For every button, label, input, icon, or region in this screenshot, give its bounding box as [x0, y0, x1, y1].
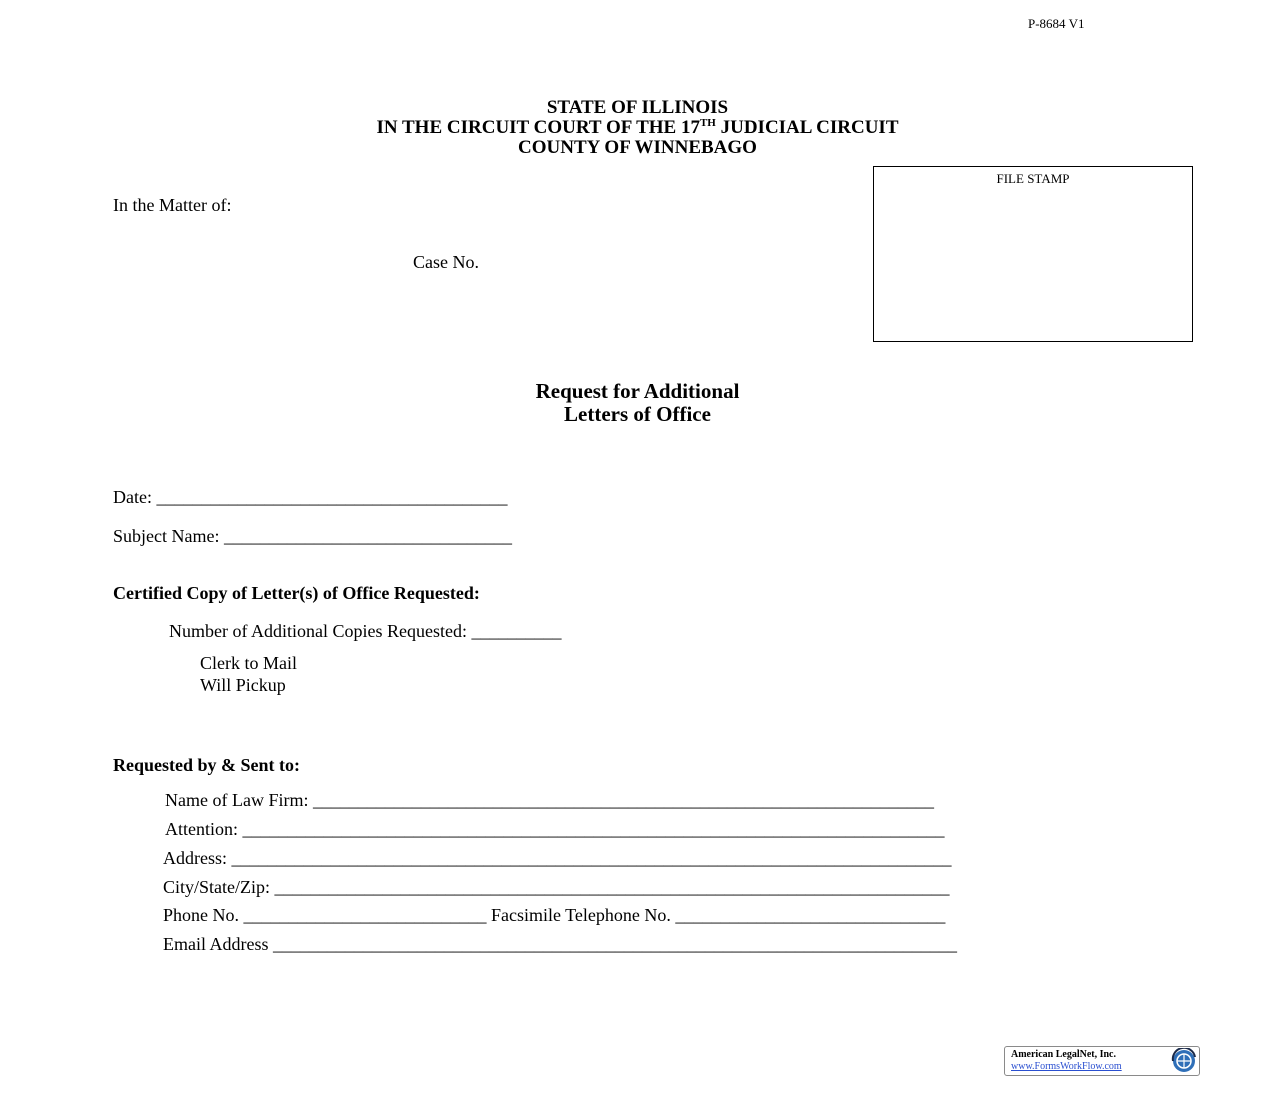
law-firm-field[interactable]: Name of Law Firm: _____________________________________________________________________: [165, 790, 934, 810]
attention-field[interactable]: Attention: ______________________________________________________________________________: [165, 819, 945, 839]
email-field[interactable]: Email Address ____________________________________________________________________________: [163, 934, 957, 954]
city-state-zip-field[interactable]: City/State/Zip: ___________________________________________________________________________: [163, 877, 950, 897]
file-stamp-box: [873, 166, 1193, 342]
header-court-sup: TH: [699, 117, 716, 129]
form-title: [0, 380, 1275, 426]
globe-icon: [1171, 1048, 1197, 1074]
logo-url-link[interactable]: www.FormsWorkFlow.com: [1011, 1061, 1122, 1072]
header-court-suffix: JUDICIAL CIRCUIT: [715, 117, 899, 138]
file-stamp-label: FILE STAMP: [996, 171, 1070, 186]
additional-copies-field[interactable]: Number of Additional Copies Requested: __________: [169, 621, 562, 641]
legalnet-logo: [1004, 1046, 1200, 1076]
logo-company: American LegalNet, Inc.: [1011, 1049, 1116, 1060]
case-no-label: Case No.: [413, 252, 479, 272]
certified-copy-heading: Certified Copy of Letter(s) of Office Requested:: [113, 583, 480, 603]
clerk-to-mail-option[interactable]: Clerk to Mail: [200, 653, 297, 673]
subject-name-field[interactable]: Subject Name: ________________________________: [113, 526, 512, 546]
form-title-line1: Request for Additional: [535, 379, 740, 403]
will-pickup-option[interactable]: Will Pickup: [200, 675, 286, 695]
phone-fax-field[interactable]: Phone No. ___________________________ Facsimile Telephone No. ______________________________: [163, 905, 946, 925]
requested-by-heading: Requested by & Sent to:: [113, 755, 300, 775]
address-field[interactable]: Address: ________________________________________________________________________________: [163, 848, 952, 868]
court-header: [0, 98, 1275, 158]
matter-label: In the Matter of:: [113, 195, 232, 215]
date-field[interactable]: Date: _______________________________________: [113, 487, 508, 507]
header-court-prefix: IN THE CIRCUIT COURT OF THE 17: [376, 117, 700, 138]
form-id: P-8684 V1: [1028, 16, 1085, 31]
header-county: COUNTY OF WINNEBAGO: [518, 137, 757, 158]
header-court: [0, 118, 1275, 138]
header-state: STATE OF ILLINOIS: [546, 97, 729, 118]
form-title-line2: Letters of Office: [564, 402, 711, 426]
